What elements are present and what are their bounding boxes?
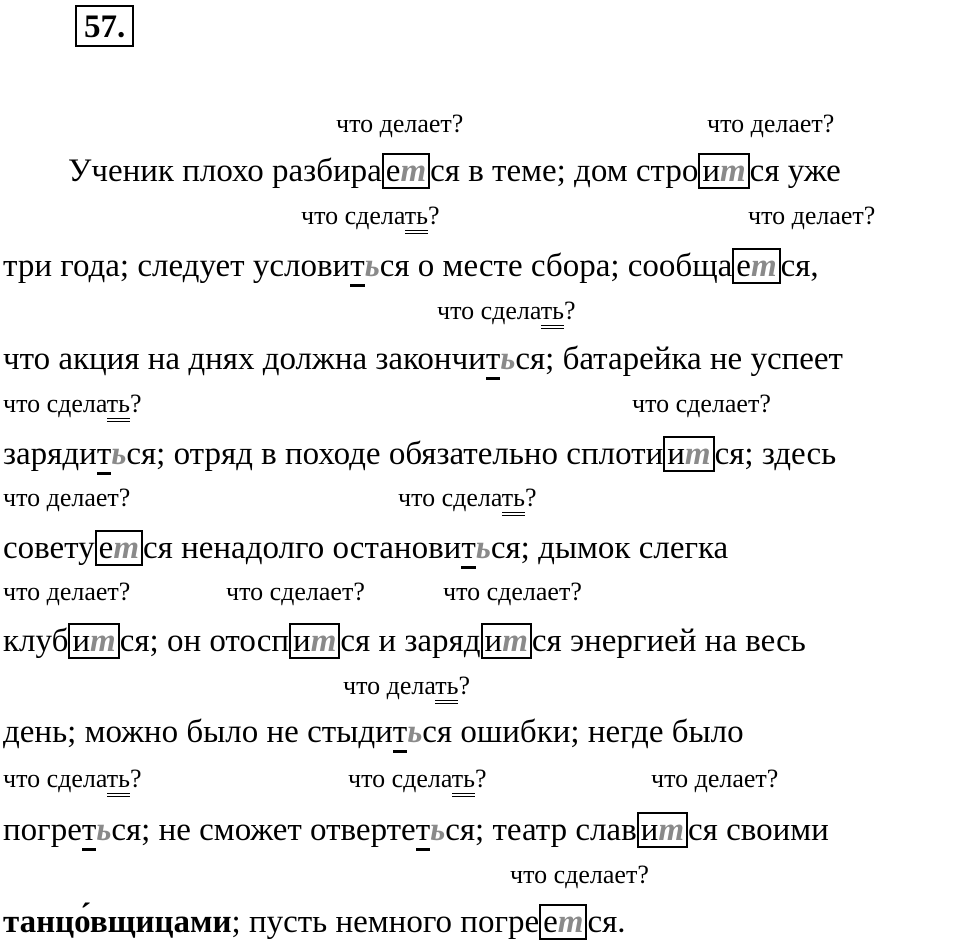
question-label: что делает? xyxy=(3,483,131,512)
text-line-8: погреться; не сможет отвертеться; театр слав ит ся своими xyxy=(3,812,829,848)
question-label: что делает? xyxy=(336,109,464,138)
question-label: что делает? xyxy=(651,764,779,793)
question-label: что делает? xyxy=(3,577,131,606)
question-label: что сделает? xyxy=(632,389,771,418)
question-label: что сделать? xyxy=(3,391,142,417)
question-label: что сделать? xyxy=(398,485,537,511)
text-line-1: Ученик плохо разбира ет ся в теме; дом стро ит ся уже xyxy=(68,153,841,189)
question-label: что сделает? xyxy=(443,577,582,606)
text-line-4: зарядиться; отряд в походе обязательно сплоти ит ся; здесь xyxy=(3,436,836,472)
question-label: что сделает? xyxy=(226,577,365,606)
question-label: что делать? xyxy=(343,673,470,699)
question-label: что делает? xyxy=(748,201,876,230)
text-line-6: клуб ит ся; он отосп ит ся и заряд ит ся энергией на весь xyxy=(3,623,806,659)
question-label: что сделать? xyxy=(437,298,576,324)
question-label: что сделать? xyxy=(348,766,487,792)
text-line-5: совету ет ся ненадолго остановиться; дымок слегка xyxy=(3,530,728,566)
question-label: что сделать? xyxy=(3,766,142,792)
text-line-7: день; можно было не стыдиться ошибки; негде было xyxy=(3,716,744,749)
question-label: что сделает? xyxy=(510,860,649,889)
question-label: что делает? xyxy=(707,109,835,138)
exercise-number: 57. xyxy=(75,5,134,47)
text-line-9: танцо́вщицами; пусть немного погре ет ся. xyxy=(3,904,626,940)
question-label: что сделать? xyxy=(301,203,440,229)
text-line-3: что акция на днях должна закончиться; батарейка не успеет xyxy=(3,343,843,376)
text-line-2: три года; следует условиться о месте сбора; сообща ет ся, xyxy=(3,248,819,284)
